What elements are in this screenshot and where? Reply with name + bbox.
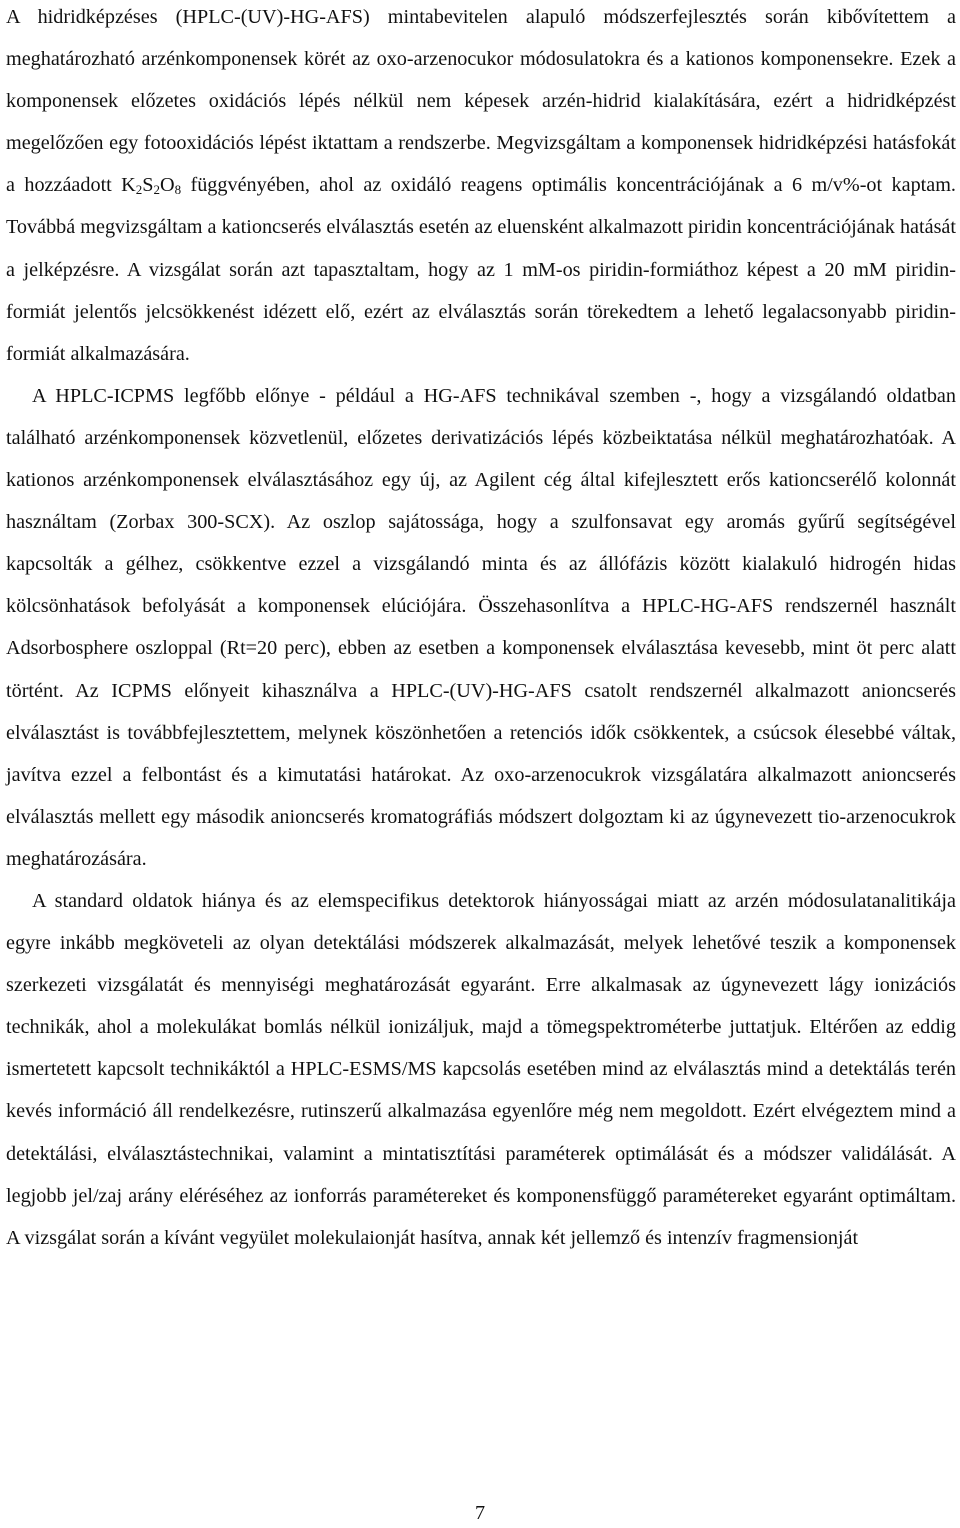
paragraph-hplc-icpms: A HPLC-ICPMS legfőbb előnye - például a HG-AFS technikával szemben -, hogy a vizsgálandó oldatban található arzénkomponensek közvetlenül, előzetes derivatizációs lépés közbeiktatása nélkül meghatározhatóak. A kationos arzénkomponensek elválasztásához egy új, az Agilent cég által kifejlesztett erős kationcserélő kolonnát használtam (Zorbax 300-SCX). Az oszlop sajátossága, hogy a szulfonsavat egy aromás gyűrű segítségével kapcsolták a gélhez, csökkentve ezzel a vizsgálandó minta és az állófázis között kialakuló hidrogén hidas kölcsönhatások befolyását a komponensek elúciójára. Összehasonlítva a HPLC-HG-AFS rendszernél használt Adsorbosphere oszloppal (Rt=20 perc), ebben az esetben a komponensek elválasztása kevesebb, mint öt perc alatt történt. Az ICPMS előnyeit kihasználva a HPLC-(UV)-HG-AFS csatolt rendszernél alkalmazott anioncserés elválasztást is továbbfejlesztettem, melynek köszönhetően a retenciós idők csökkentek, a csúcsok élesebbé váltak, javítva ezzel a felbontást és a kimutatási határokat. Az oxo-arzenocukrok vizsgálatára alkalmazott anioncserés elválasztás mellett egy második anioncserés kromatográfiás módszert dolgoztam ki az úgynevezett tio-arzenocukrok meghatározására. xyxy=(6,384,956,870)
paragraph-1-text-b: S xyxy=(142,174,154,197)
paragraph-1-text-d: függvényében, ahol az oxidáló reagens optimális koncentrációjának a 6 m/v%-ot kaptam. Továbbá megvizsgáltam a kationcserés elválasztás esetén az eluensként alkalmazott piridin koncentrációjának hatását a jelképzésre. A vizsgálat során azt tapasztaltam, hogy az 1 mM-os piridin-formiáthoz képest a 20 mM piridin-formiát jelentős jelcsökkenést idézett elő, ezért az elválasztás során törekedtem a lehető legalacsonyabb piridin-formiát alkalmazására. xyxy=(6,174,956,365)
document-page xyxy=(6,0,956,1259)
paragraph-1-text-c: O xyxy=(160,174,175,197)
paragraph-hidride-generation xyxy=(6,0,956,375)
subscript-o-count: 8 xyxy=(174,182,182,198)
paragraph-esms-detection: A standard oldatok hiánya és az elemspecifikus detektorok hiányosságai miatt az arzén módosulatanalitikája egyre inkább megköveteli az olyan detektálási módszerek alkalmazását, melyek lehetővé teszik a komponensek szerkezeti vizsgálatát és mennyiségi meghatározását egyaránt. Erre alkalmasak az úgynevezett lágy ionizációs technikák, ahol a molekulákat bomlás nélkül ionizáljuk, majd a tömegspektrométerbe juttatjuk. Eltérően az eddig ismertetett kapcsolt technikáktól a HPLC-ESMS/MS kapcsolás esetében mind az elválasztás mind a detektálás terén kevés információ áll rendelkezésre, rutinszerű alkalmazása egyenlőre még nem megoldott. Ezért elvégeztem mind a detektálási, elválasztástechnikai, valamint a mintatisztítási paraméterek optimálását és a módszer validálását. A legjobb jel/zaj arány eléréséhez az ionforrás paramétereket és komponensfüggő paramétereket egyaránt optimáltam. A vizsgálat során a kívánt vegyület molekulaionját hasítva, annak két jellemző és intenzív fragmensionját xyxy=(6,889,956,1249)
subscript-k-count: 2 xyxy=(135,182,143,198)
page-number: 7 xyxy=(474,1502,486,1524)
paragraph-1-text-a: A hidridképzéses (HPLC-(UV)-HG-AFS) mintabevitelen alapuló módszerfejlesztés során kibővítettem a meghatározható arzénkomponensek körét az oxo-arzenocukor módosulatokra és a kationos komponensekre. Ezek a komponensek előzetes oxidációs lépés nélkül nem képesek arzén-hidrid kialakítására, ezért a hidridképzést megelőzően egy fotooxidációs lépést iktattam a rendszerbe. Megvizsgáltam a komponensek hidridképzési hatásfokát a hozzáadott K xyxy=(6,6,956,197)
subscript-s-count: 2 xyxy=(153,182,160,198)
